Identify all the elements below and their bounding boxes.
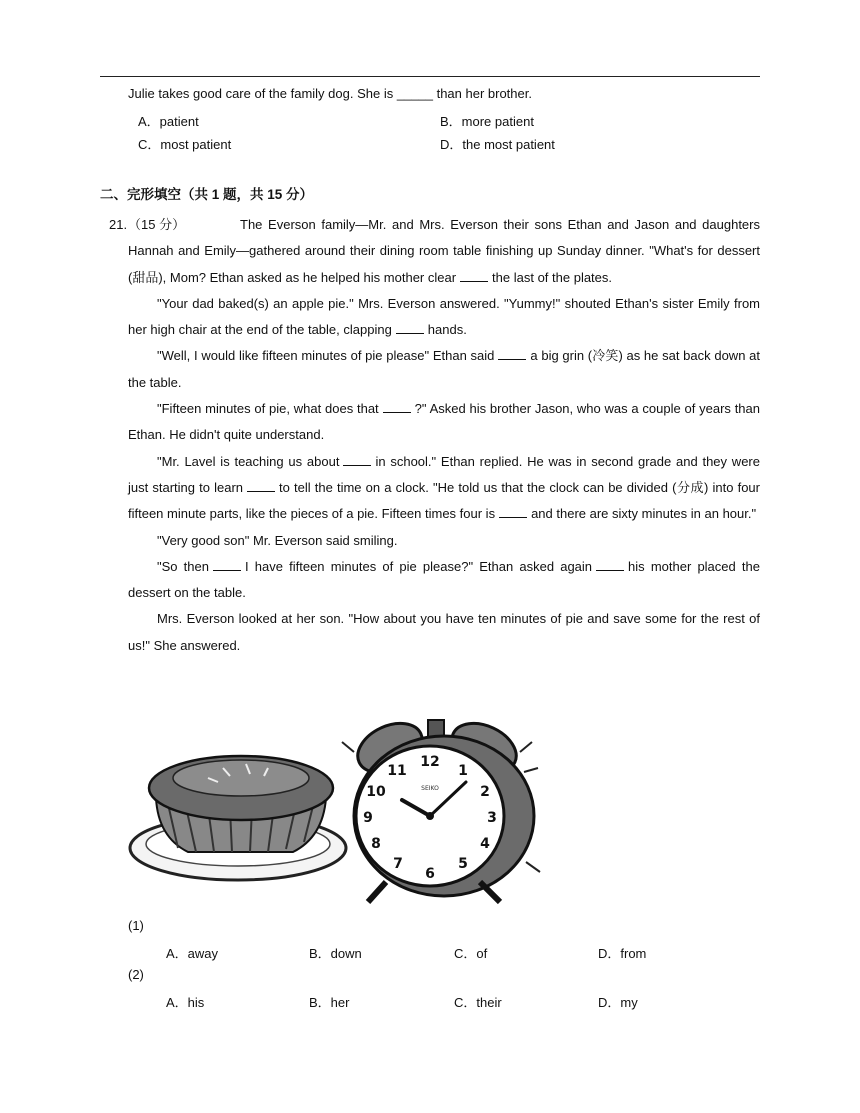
q20-option-d[interactable]: D．the most patient — [440, 137, 555, 152]
svg-text:12: 12 — [420, 754, 440, 770]
header-rule — [100, 76, 760, 77]
svg-text:1: 1 — [458, 763, 468, 779]
subquestion-1-label: (1) — [128, 918, 144, 933]
sq2-option-c[interactable]: C．their — [454, 995, 502, 1010]
sq2-option-a[interactable]: A．his — [166, 995, 205, 1010]
svg-text:10: 10 — [366, 784, 386, 800]
blank-5[interactable] — [343, 455, 371, 466]
blank-9[interactable] — [596, 560, 624, 571]
q20-option-c[interactable]: C．most patient — [138, 137, 232, 152]
pie-and-clock-illustration — [128, 712, 558, 908]
svg-text:2: 2 — [480, 784, 490, 800]
q20-option-b[interactable]: B．more patient — [440, 114, 534, 129]
section-title: 二、完形填空（共 1 题，共 15 分） — [100, 187, 314, 202]
alarm-clock-image — [342, 714, 540, 902]
svg-text:5: 5 — [458, 856, 468, 872]
question-21-number: 21. — [109, 217, 128, 232]
blank-4[interactable] — [383, 402, 411, 413]
svg-text:4: 4 — [480, 836, 490, 852]
blank-8[interactable] — [213, 560, 241, 571]
sq2-option-d[interactable]: D．my — [598, 995, 638, 1010]
clock-brand: SEIKO — [421, 785, 439, 792]
blank-6[interactable] — [247, 481, 275, 492]
subquestion-2-label: (2) — [128, 967, 144, 982]
question-21-points: （15 分） — [128, 217, 186, 232]
blank-2[interactable] — [396, 323, 424, 334]
question-20-stem: Julie takes good care of the family dog. She is _____ than her brother. — [128, 86, 532, 101]
svg-text:11: 11 — [387, 763, 407, 779]
sq1-option-c[interactable]: C．of — [454, 946, 488, 961]
svg-text:7: 7 — [393, 856, 403, 872]
svg-text:9: 9 — [363, 810, 373, 826]
q20-option-a[interactable]: A．patient — [138, 114, 199, 129]
sq2-option-b[interactable]: B．her — [309, 995, 350, 1010]
sq1-option-d[interactable]: D．from — [598, 946, 647, 961]
pie-image — [130, 756, 346, 880]
blank-3[interactable] — [498, 349, 526, 360]
sq1-option-b[interactable]: B．down — [309, 946, 362, 961]
blank-1[interactable] — [460, 271, 488, 282]
svg-text:6: 6 — [425, 866, 435, 882]
svg-text:3: 3 — [487, 810, 497, 826]
blank-7[interactable] — [499, 507, 527, 518]
svg-text:8: 8 — [371, 836, 381, 852]
cloze-passage: （15 分） The Everson family—Mr. and Mrs. Everson their sons Ethan and Jason and daughters Hannah and Emily—gathered around their dining room table finishing up Sunday dinner. "What's for dessert (甜品), Mom? Ethan asked as he helped his mother clear the last of the plates. "Your dad baked(s) an apple pie." Mrs. Everson answered. "Yummy!" shouted Ethan's sister Emily from her high chair at the end of the table, clapping hands. "Well, I would like fifteen minutes of pie please" Ethan said a big grin (冷笑) as he sat back down at the table. "Fifteen minutes of pie, what does that ?" Asked his brother Jason, who was a couple of years than Ethan. He didn't quite understand. "Mr. Lavel is teaching us about in school." Ethan replied. He was in second grade and they were just starting to learn to tell the time on a clock. "He told us that the clock can be divided (分成) into four fifteen minute parts, like the pieces of a pie. Fifteen times four is and there are sixty minutes in an hour." "Very good son" Mr. Everson said smiling. "So then I have fifteen minutes of pie please?" Ethan asked again his mother placed the dessert on the table. Mrs. Everson looked at her son. "How about you have ten minutes of pie and save some for the rest of us!" She answered. — [128, 212, 760, 659]
sq1-option-a[interactable]: A．away — [166, 946, 219, 961]
